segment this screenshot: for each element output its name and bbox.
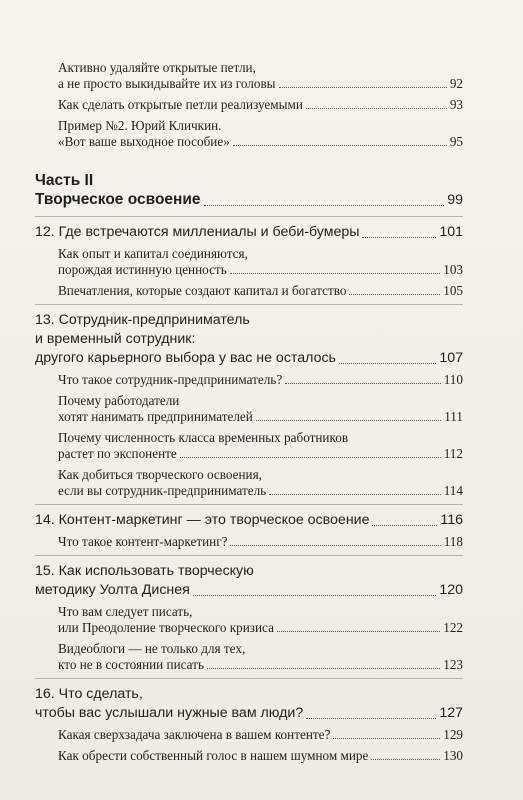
entry-title-line: Почему работодатели (58, 393, 180, 408)
entry-title-line: методику Уолта Диснея (35, 582, 190, 598)
toc-subentry[interactable] (35, 727, 463, 743)
entry-title-line: Впечатления, которые создают капитал и богатство (58, 283, 347, 298)
page-number: 111 (444, 409, 463, 424)
entry-title-line: чтобы вас услышали нужные вам люди? (35, 705, 304, 721)
entry-row (58, 134, 463, 150)
dot-leader (204, 205, 445, 206)
entry-title-line: Что такое сотрудник-предприниматель? (58, 372, 283, 387)
toc-subentry[interactable] (35, 246, 463, 278)
toc-subentry[interactable] (35, 467, 463, 499)
entry-title-line: кто не в состоянии писать (58, 657, 204, 672)
chapter-divider (35, 555, 463, 556)
toc-subentry[interactable] (35, 118, 463, 150)
entry-title-line: если вы сотрудник-предприниматель (58, 483, 267, 498)
page-number: 101 (439, 224, 463, 240)
page-number: 92 (449, 76, 463, 91)
entry-row (58, 372, 463, 388)
entry-title-line: растет по экспоненте (58, 446, 177, 461)
entry-title-line: порождая истинную ценность (58, 262, 227, 277)
dot-leader (277, 631, 440, 632)
entry-title-line: Что такое контент-маркетинг? (58, 534, 228, 549)
page-number: 105 (443, 283, 463, 298)
entry-row (58, 76, 463, 92)
toc-subentry[interactable] (35, 283, 463, 299)
dot-leader (333, 738, 440, 739)
entry-title-line: 15. Как использовать творческую (35, 563, 254, 579)
toc-chapter-entry[interactable] (35, 223, 463, 242)
chapter-divider (35, 216, 463, 217)
page-number: 99 (447, 192, 463, 208)
page-number: 107 (439, 350, 463, 366)
entry-title-line: Что вам следует писать, (58, 604, 193, 619)
entry-row (58, 534, 463, 550)
toc-chapter-entry[interactable] (35, 511, 463, 530)
dot-leader (339, 363, 436, 364)
toc-subentry[interactable] (35, 604, 463, 636)
page-number: 130 (443, 748, 463, 763)
toc-subentry[interactable] (35, 748, 463, 764)
dot-leader (306, 108, 447, 109)
entry-title-line: хотят нанимать предпринимателей (58, 409, 253, 424)
entry-title-line: Активно удаляйте открытые петли, (58, 60, 256, 75)
dot-leader (233, 145, 447, 146)
entry-row (58, 283, 463, 299)
entry-title-line: и временный сотрудник: (35, 331, 196, 347)
entry-row (35, 349, 463, 368)
dot-leader (349, 294, 440, 295)
page-number: 127 (439, 705, 463, 721)
part-title-entry[interactable] (35, 190, 463, 210)
toc-subentry[interactable] (35, 430, 463, 462)
dot-leader (256, 420, 441, 421)
entry-row (35, 223, 463, 242)
chapter-divider (35, 304, 463, 305)
page-number: 114 (443, 483, 463, 498)
entry-row (58, 727, 463, 743)
page-number: 103 (443, 262, 463, 277)
part-label: Часть II (35, 172, 94, 189)
entry-title-line: другого карьерного выбора у вас не осталось (35, 350, 336, 366)
dot-leader (207, 668, 440, 669)
entry-title-line: 14. Контент-маркетинг — это творческое освоение (35, 512, 370, 528)
dot-leader (230, 273, 441, 274)
entry-row (35, 704, 463, 723)
dot-leader (372, 525, 437, 526)
dot-leader (306, 718, 436, 719)
toc-subentry[interactable] (35, 97, 463, 113)
entry-row (58, 409, 463, 425)
toc-subentry[interactable] (35, 393, 463, 425)
toc-chapter-entry[interactable] (35, 562, 463, 600)
entry-title-line: Как добиться творческого освоения, (58, 467, 262, 482)
entry-row (35, 581, 463, 600)
entry-title-line: Как опыт и капитал соединяются, (58, 246, 248, 261)
dot-leader (371, 759, 440, 760)
toc-chapter-entry[interactable] (35, 685, 463, 723)
dot-leader (230, 545, 440, 546)
entry-row (35, 190, 463, 210)
entry-title-line: Как сделать открытые петли реализуемыми (58, 97, 303, 112)
page-number: 120 (439, 582, 463, 598)
entry-row (58, 620, 463, 636)
entry-title-line: 13. Сотрудник-предприниматель (35, 312, 250, 328)
toc-subentry[interactable] (35, 534, 463, 550)
dot-leader (285, 383, 441, 384)
entry-title-line: Видеоблоги — не только для тех, (58, 641, 246, 656)
page-number: 116 (440, 512, 463, 528)
toc-subentry[interactable] (35, 60, 463, 92)
toc-subentry[interactable] (35, 372, 463, 388)
part-title: Творческое освоение (35, 191, 201, 208)
entry-title-line: Почему численность класса временных работников (58, 430, 349, 445)
entry-row (58, 483, 463, 499)
spacer (35, 155, 463, 171)
entry-title-line: «Вот ваше выходное пособие» (58, 134, 230, 149)
entry-row (58, 97, 463, 113)
entry-title-line: Какая сверхзадача заключена в вашем контенте? (58, 727, 331, 742)
entry-title-line: Пример №2. Юрий Кличкин. (58, 118, 222, 133)
toc-subentry[interactable] (35, 641, 463, 673)
dot-leader (362, 237, 436, 238)
page-number: 118 (443, 534, 463, 549)
entry-row (58, 262, 463, 278)
table-of-contents (35, 60, 463, 769)
page-number: 95 (449, 134, 463, 149)
entry-row (35, 511, 463, 530)
entry-title-line: 16. Что сделать, (35, 686, 143, 702)
entry-row (58, 748, 463, 764)
entry-title-line: или Преодоление творческого кризиса (58, 620, 274, 635)
entry-title-line: Как обрести собственный голос в нашем шумном мире (58, 748, 369, 763)
dot-leader (269, 494, 441, 495)
dot-leader (193, 595, 437, 596)
page-number: 123 (443, 657, 463, 672)
dot-leader (279, 87, 447, 88)
entry-row (58, 446, 463, 462)
page-number: 129 (443, 727, 463, 742)
toc-chapter-entry[interactable] (35, 311, 463, 368)
entry-row (58, 657, 463, 673)
chapter-divider (35, 504, 463, 505)
page-number: 122 (443, 620, 463, 635)
page-number: 112 (443, 446, 463, 461)
entry-title-line: а не просто выкидывайте их из головы (58, 76, 276, 91)
chapter-divider (35, 678, 463, 679)
page-number: 93 (449, 97, 463, 112)
page-number: 110 (443, 372, 463, 387)
dot-leader (180, 457, 441, 458)
entry-title-line: 12. Где встречаются миллениалы и беби-бумеры (35, 224, 360, 240)
